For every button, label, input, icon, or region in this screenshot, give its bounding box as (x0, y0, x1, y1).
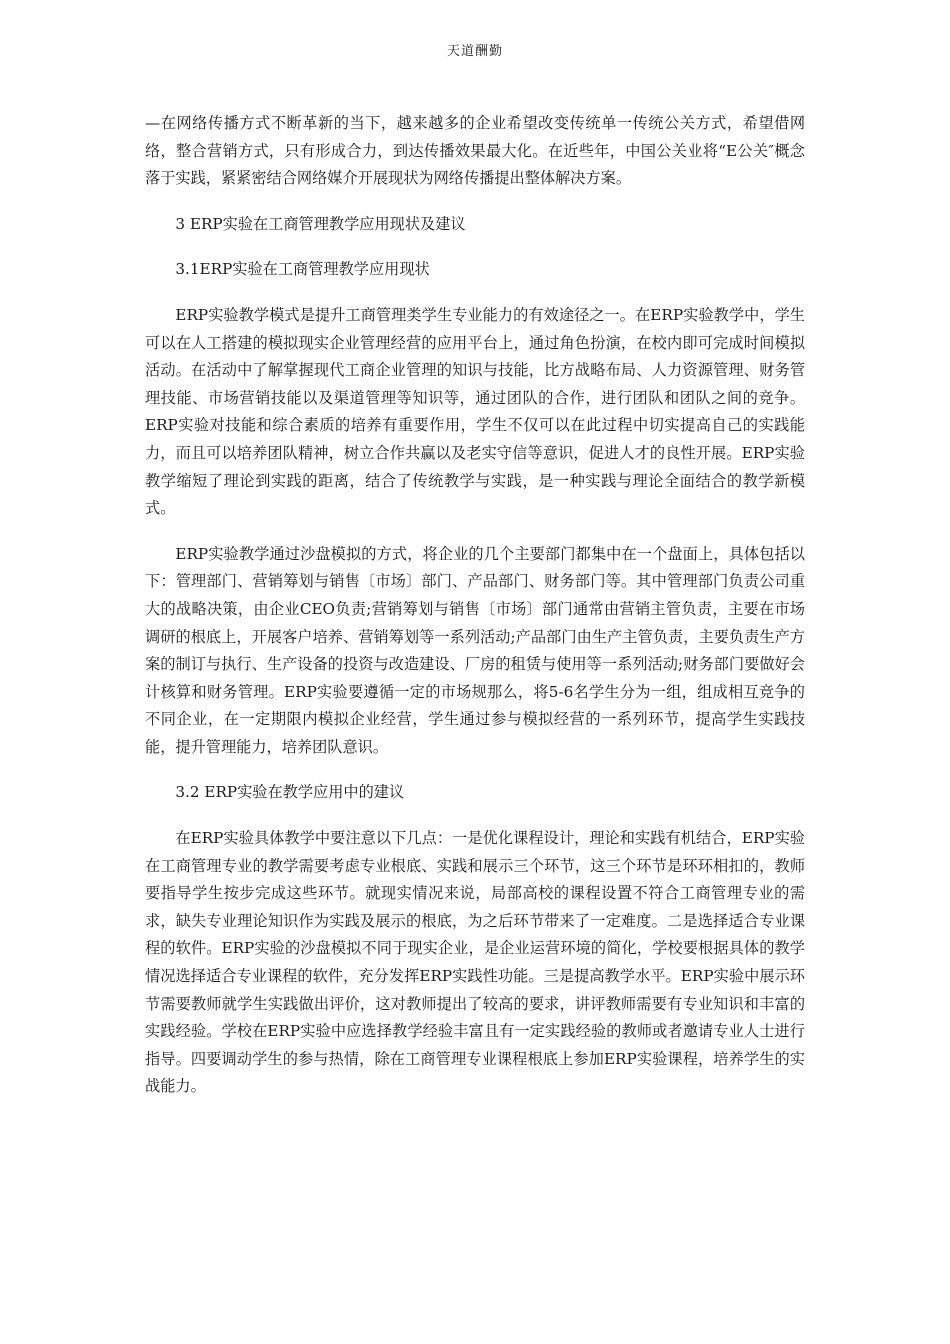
paragraph-erp-sandtable: ERP实验教学通过沙盘模拟的方式，将企业的几个主要部门都集中在一个盘面上，具体包括以下：管理部门、营销筹划与销售〔市场〕部门、产品部门、财务部门等。其中管理部门负责公司重大的战略决策，由企业CEO负责;营销筹划与销售〔市场〕部门通常由营销主管负责，主要在市场调研的根底上，开展客户培养、营销筹划等一系列活动;产品部门由生产主管负责，主要负责生产方案的制订与执行、生产设备的投资与改造建设、厂房的租赁与使用等一系列活动;财务部门要做好会计核算和财务管理。ERP实验要遵循一定的市场规那么，将5-6名学生分为一组，组成相互竞争的不同企业，在一定期限内模拟企业经营，学生通过参与模拟经营的一系列环节，提高学生实践技能，提升管理能力，培养团队意识。 (145, 544, 805, 756)
paragraph-erp-suggestions: 在ERP实验具体教学中要注意以下几点：一是优化课程设计，理论和实践有机结合，ERP实验在工商管理专业的教学需要考虑专业根底、实践和展示三个环节，这三个环节是环环相扣的，教师要指导学生按步完成这些环节。就现实情况来说，局部高校的课程设置不符合工商管理专业的需求，缺失专业理论知识作为实践及展示的根底，为之后环节带来了一定难度。二是选择适合专业课程的软件。ERP实验的沙盘模拟不同于现实企业，是企业运营环境的简化，学校要根据具体的教学情况选择适合专业课程的软件，充分发挥ERP实践性功能。三是提高教学水平。ERP实验中展示环节需要教师就学生实践做出评价，这对教师提出了较高的要求，讲评教师需要有专业知识和丰富的实践经验。学校在ERP实验中应选择教学经验丰富且有一定实践经验的教师或者邀请专业人士进行指导。四要调动学生的参与热情，除在工商管理专业课程根底上参加ERP实验课程，培养学生的实战能力。 (145, 829, 805, 1096)
paragraph-intro: —在网络传播方式不断革新的当下，越来越多的企业希望改变传统单一传统公关方式，希望借网络，整合营销方式，只有形成合力，到达传播效果最大化。在近些年，中国公关业将“E公关″概念落于实践，紧紧密结合网络媒介开展现状为网络传播提出整体解决方案。 (145, 114, 805, 188)
subsection-heading-3-1: 3.1ERP实验在工商管理教学应用现状 (175, 260, 430, 279)
section-heading-3: 3 ERP实验在工商管理教学应用现状及建议 (175, 214, 466, 233)
subsection-heading-3-2: 3.2 ERP实验在教学应用中的建议 (175, 783, 405, 802)
page-header: 天道酬勤 (446, 44, 503, 59)
document-body (145, 110, 805, 1119)
paragraph-erp-mode: ERP实验教学模式是提升工商管理类学生专业能力的有效途径之一。在ERP实验教学中，学生可以在人工搭建的模拟现实企业管理经营的应用平台上，通过角色扮演，在校内即可完成时间模拟活动。在活动中了解掌握现代工商企业管理的知识与技能，比方战略布局、人力资源管理、财务管理技能、市场营销技能以及渠道管理等知识等，通过团队的合作，进行团队和团队之间的竞争。ERP实验对技能和综合素质的培养有重要作用，学生不仅可以在此过程中切实提高自己的实践能力，而且可以培养团队精神，树立合作共赢以及老实守信等意识，促进人才的良性开展。ERP实验教学缩短了理论到实践的距离，结合了传统教学与实践，是一种实践与理论全面结合的教学新模式。 (145, 305, 805, 518)
